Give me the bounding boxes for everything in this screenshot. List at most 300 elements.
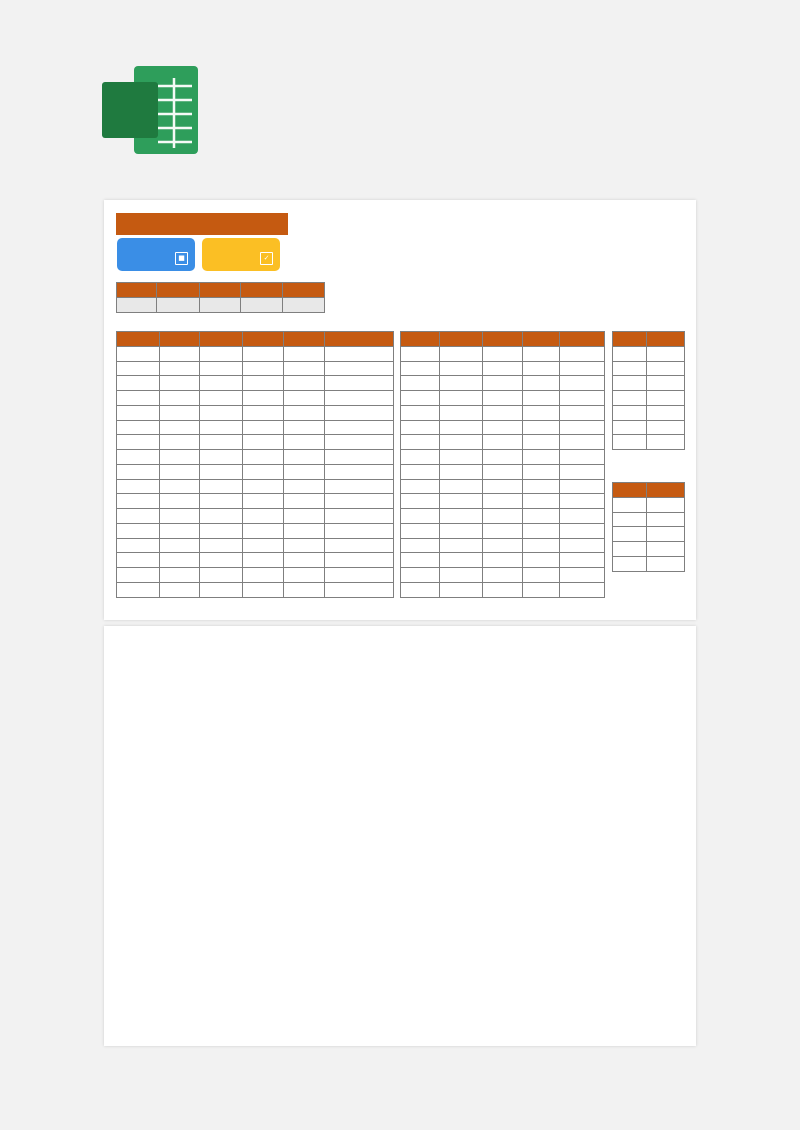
table-cell[interactable] (483, 450, 523, 465)
table-cell[interactable] (117, 376, 160, 391)
empty-row[interactable] (401, 568, 605, 583)
empty-cell[interactable] (523, 582, 560, 597)
table-cell[interactable] (325, 435, 394, 450)
table-row[interactable] (613, 405, 685, 420)
table-cell[interactable] (647, 556, 685, 571)
table-cell[interactable] (160, 568, 200, 583)
table-cell[interactable] (325, 523, 394, 538)
table-row[interactable] (117, 420, 394, 435)
empty-cell[interactable] (440, 582, 483, 597)
empty-cell[interactable] (440, 568, 483, 583)
header-row (117, 332, 394, 347)
table-row[interactable] (117, 405, 394, 420)
registration-table (400, 331, 605, 598)
course-enrollment-chart (474, 246, 604, 318)
table-cell[interactable] (560, 420, 605, 435)
table-cell[interactable] (401, 464, 440, 479)
table-cell[interactable] (613, 405, 647, 420)
table-cell[interactable] (117, 523, 160, 538)
payment-amount-card (202, 238, 280, 271)
table-row[interactable] (613, 420, 685, 435)
table-cell[interactable] (401, 405, 440, 420)
table-cell[interactable] (613, 512, 647, 527)
empty-cell[interactable] (560, 509, 605, 524)
table-cell[interactable] (243, 464, 284, 479)
table-row[interactable] (117, 582, 394, 597)
table-cell[interactable] (647, 361, 685, 376)
empty-cell[interactable] (401, 494, 440, 509)
table-cell[interactable] (160, 523, 200, 538)
table-cell[interactable] (284, 464, 325, 479)
table-cell[interactable] (243, 450, 284, 465)
table-row[interactable] (401, 435, 605, 450)
table-cell[interactable] (160, 450, 200, 465)
table-cell[interactable] (523, 361, 560, 376)
table-cell[interactable] (560, 391, 605, 406)
table-cell[interactable] (523, 391, 560, 406)
table-row[interactable] (117, 568, 394, 583)
table-cell[interactable] (200, 464, 243, 479)
column-header (560, 332, 605, 347)
empty-cell[interactable] (483, 538, 523, 553)
table-cell[interactable] (200, 450, 243, 465)
table-cell[interactable] (117, 464, 160, 479)
table-cell[interactable] (325, 391, 394, 406)
table-cell[interactable] (647, 512, 685, 527)
summary-header (117, 283, 157, 298)
summary-header (200, 283, 241, 298)
table-row[interactable] (401, 405, 605, 420)
table-cell[interactable] (483, 376, 523, 391)
table-cell[interactable] (117, 405, 160, 420)
empty-cell[interactable] (560, 523, 605, 538)
table-row[interactable] (401, 361, 605, 376)
table-cell[interactable] (613, 361, 647, 376)
column-header (613, 332, 647, 347)
column-header (117, 332, 160, 347)
table-cell[interactable] (243, 494, 284, 509)
empty-cell[interactable] (483, 582, 523, 597)
table-cell[interactable] (440, 464, 483, 479)
table-cell[interactable] (284, 568, 325, 583)
table-cell[interactable] (647, 497, 685, 512)
column-header (483, 332, 523, 347)
table-cell[interactable] (613, 346, 647, 361)
table-row[interactable] (401, 450, 605, 465)
table-cell[interactable] (284, 479, 325, 494)
table-row[interactable] (613, 376, 685, 391)
table-cell[interactable] (200, 435, 243, 450)
table-cell[interactable] (284, 494, 325, 509)
table-cell[interactable] (647, 346, 685, 361)
table-cell[interactable] (560, 346, 605, 361)
table-cell[interactable] (613, 556, 647, 571)
table-cell[interactable] (560, 464, 605, 479)
table-row[interactable] (613, 435, 685, 450)
table-cell[interactable] (284, 361, 325, 376)
table-cell[interactable] (284, 420, 325, 435)
table-cell[interactable] (440, 391, 483, 406)
table-cell[interactable] (284, 553, 325, 568)
table-row[interactable] (401, 346, 605, 361)
table-cell[interactable] (325, 568, 394, 583)
table-cell[interactable] (401, 376, 440, 391)
table-cell[interactable] (325, 376, 394, 391)
table-cell[interactable] (117, 346, 160, 361)
table-row[interactable] (401, 420, 605, 435)
table-cell[interactable] (200, 479, 243, 494)
table-row[interactable] (117, 361, 394, 376)
table-cell[interactable] (325, 464, 394, 479)
empty-cell[interactable] (523, 509, 560, 524)
table-cell[interactable] (523, 376, 560, 391)
table-cell[interactable] (523, 464, 560, 479)
table-cell[interactable] (401, 479, 440, 494)
summary-header (157, 283, 200, 298)
empty-row[interactable] (401, 538, 605, 553)
table-cell[interactable] (117, 538, 160, 553)
table-cell[interactable] (160, 391, 200, 406)
empty-row[interactable] (401, 509, 605, 524)
table-row[interactable] (613, 361, 685, 376)
table-cell[interactable] (243, 346, 284, 361)
table-cell[interactable] (160, 435, 200, 450)
table-cell[interactable] (284, 391, 325, 406)
table-cell[interactable] (160, 509, 200, 524)
table-cell[interactable] (483, 346, 523, 361)
table-cell[interactable] (647, 405, 685, 420)
table-cell[interactable] (117, 582, 160, 597)
empty-cell[interactable] (483, 523, 523, 538)
table-row[interactable] (117, 494, 394, 509)
table-cell[interactable] (243, 435, 284, 450)
table-cell[interactable] (284, 450, 325, 465)
table-cell[interactable] (117, 420, 160, 435)
table-row[interactable] (613, 346, 685, 361)
column-header (243, 332, 284, 347)
table-cell[interactable] (200, 405, 243, 420)
table-cell[interactable] (647, 542, 685, 557)
table-row[interactable] (613, 512, 685, 527)
custom-course-table (612, 482, 685, 572)
table-cell[interactable] (523, 346, 560, 361)
table-cell[interactable] (160, 405, 200, 420)
table-cell[interactable] (523, 435, 560, 450)
table-cell[interactable] (401, 420, 440, 435)
table-row[interactable] (401, 479, 605, 494)
table-cell[interactable] (243, 509, 284, 524)
table-row[interactable] (117, 553, 394, 568)
table-cell[interactable] (523, 405, 560, 420)
summary-cell[interactable] (200, 297, 241, 312)
table-row[interactable] (117, 376, 394, 391)
table-cell[interactable] (325, 420, 394, 435)
table-cell[interactable] (160, 479, 200, 494)
table-cell[interactable] (200, 391, 243, 406)
table-cell[interactable] (440, 479, 483, 494)
table-cell[interactable] (117, 568, 160, 583)
empty-row[interactable] (401, 582, 605, 597)
table-cell[interactable] (560, 450, 605, 465)
table-cell[interactable] (117, 479, 160, 494)
empty-cell[interactable] (440, 538, 483, 553)
table-cell[interactable] (523, 479, 560, 494)
column-header (325, 332, 394, 347)
table-cell[interactable] (284, 376, 325, 391)
table-cell[interactable] (647, 376, 685, 391)
table-row[interactable] (613, 542, 685, 557)
table-cell[interactable] (325, 538, 394, 553)
table-cell[interactable] (560, 479, 605, 494)
empty-cell[interactable] (440, 494, 483, 509)
table-cell[interactable] (160, 346, 200, 361)
table-cell[interactable] (160, 553, 200, 568)
hero-banner (0, 0, 800, 190)
empty-cell[interactable] (440, 509, 483, 524)
empty-row[interactable] (401, 494, 605, 509)
table-cell[interactable] (243, 523, 284, 538)
table-cell[interactable] (560, 376, 605, 391)
table-cell[interactable] (243, 361, 284, 376)
empty-row[interactable] (401, 523, 605, 538)
table-cell[interactable] (401, 346, 440, 361)
table-row[interactable] (117, 523, 394, 538)
table-row[interactable] (117, 435, 394, 450)
table-cell[interactable] (200, 361, 243, 376)
table-cell[interactable] (160, 361, 200, 376)
table-cell[interactable] (325, 346, 394, 361)
table-cell[interactable] (200, 538, 243, 553)
table-cell[interactable] (117, 494, 160, 509)
column-header (523, 332, 560, 347)
table-cell[interactable] (160, 376, 200, 391)
table-cell[interactable] (440, 376, 483, 391)
table-cell[interactable] (483, 479, 523, 494)
table-cell[interactable] (647, 420, 685, 435)
empty-cell[interactable] (401, 568, 440, 583)
table-row[interactable] (401, 464, 605, 479)
table-cell[interactable] (160, 464, 200, 479)
table-cell[interactable] (243, 553, 284, 568)
current-date (488, 219, 492, 227)
table-cell[interactable] (647, 527, 685, 542)
table-cell[interactable] (325, 494, 394, 509)
table-cell[interactable] (284, 435, 325, 450)
table-cell[interactable] (200, 346, 243, 361)
table-cell[interactable] (613, 376, 647, 391)
table-cell[interactable] (160, 538, 200, 553)
empty-cell[interactable] (523, 494, 560, 509)
table-row[interactable] (117, 346, 394, 361)
table-cell[interactable] (560, 405, 605, 420)
table-cell[interactable] (160, 420, 200, 435)
table-cell[interactable] (325, 450, 394, 465)
table-cell[interactable] (325, 509, 394, 524)
table-cell[interactable] (483, 391, 523, 406)
table-cell[interactable] (200, 523, 243, 538)
table-cell[interactable] (243, 568, 284, 583)
sheet-preview-1 (104, 200, 696, 620)
summary-header (241, 283, 283, 298)
people-icon: ■ (175, 252, 188, 265)
table-row[interactable] (117, 450, 394, 465)
table-cell[interactable] (200, 509, 243, 524)
table-cell[interactable] (613, 542, 647, 557)
empty-cell[interactable] (440, 523, 483, 538)
table-cell[interactable] (243, 420, 284, 435)
table-cell[interactable] (243, 376, 284, 391)
table-cell[interactable] (401, 435, 440, 450)
table-cell[interactable] (325, 479, 394, 494)
empty-cell[interactable] (523, 568, 560, 583)
empty-cell[interactable] (401, 523, 440, 538)
empty-cell[interactable] (523, 553, 560, 568)
check-icon: ✓ (260, 252, 273, 265)
empty-cell[interactable] (523, 523, 560, 538)
table-row[interactable] (117, 509, 394, 524)
table-cell[interactable] (440, 450, 483, 465)
table-cell[interactable] (160, 582, 200, 597)
empty-cell[interactable] (560, 553, 605, 568)
table-cell[interactable] (483, 435, 523, 450)
table-cell[interactable] (401, 391, 440, 406)
table-cell[interactable] (243, 538, 284, 553)
table-cell[interactable] (325, 361, 394, 376)
table-cell[interactable] (401, 361, 440, 376)
table-cell[interactable] (440, 346, 483, 361)
empty-row[interactable] (401, 553, 605, 568)
table-cell[interactable] (483, 464, 523, 479)
summary-cell[interactable] (283, 297, 325, 312)
enrollment-count-card (117, 238, 195, 271)
table-cell[interactable] (243, 479, 284, 494)
table-cell[interactable] (440, 361, 483, 376)
table-cell[interactable] (117, 553, 160, 568)
empty-cell[interactable] (401, 509, 440, 524)
table-cell[interactable] (325, 405, 394, 420)
empty-cell[interactable] (483, 494, 523, 509)
table-cell[interactable] (613, 497, 647, 512)
table-cell[interactable] (200, 420, 243, 435)
table-cell[interactable] (117, 391, 160, 406)
column-header (401, 332, 440, 347)
table-cell[interactable] (647, 391, 685, 406)
summary-cell[interactable] (157, 297, 200, 312)
table-row[interactable] (613, 497, 685, 512)
weekly-table (612, 331, 685, 450)
column-header (284, 332, 325, 347)
table-cell[interactable] (200, 568, 243, 583)
table-cell[interactable] (440, 405, 483, 420)
summary-row[interactable] (117, 297, 325, 312)
table-cell[interactable] (117, 450, 160, 465)
table-cell[interactable] (200, 582, 243, 597)
table-cell[interactable] (117, 509, 160, 524)
table-cell[interactable] (613, 527, 647, 542)
weekly-attendance-chart (329, 236, 479, 320)
table-cell[interactable] (284, 523, 325, 538)
table-cell[interactable] (613, 391, 647, 406)
empty-cell[interactable] (401, 538, 440, 553)
empty-cell[interactable] (560, 538, 605, 553)
table-row[interactable] (613, 527, 685, 542)
table-cell[interactable] (284, 538, 325, 553)
header-row (401, 332, 605, 347)
table-row[interactable] (117, 479, 394, 494)
table-cell[interactable] (200, 494, 243, 509)
table-cell[interactable] (483, 361, 523, 376)
column-header (160, 332, 200, 347)
table-cell[interactable] (200, 376, 243, 391)
table-cell[interactable] (284, 582, 325, 597)
empty-cell[interactable] (483, 568, 523, 583)
table-row[interactable] (117, 464, 394, 479)
table-cell[interactable] (523, 450, 560, 465)
table-row[interactable] (401, 376, 605, 391)
table-cell[interactable] (647, 435, 685, 450)
table-cell[interactable] (325, 553, 394, 568)
table-cell[interactable] (401, 450, 440, 465)
table-row[interactable] (117, 391, 394, 406)
empty-cell[interactable] (560, 582, 605, 597)
table-row[interactable] (401, 391, 605, 406)
sheet-title (116, 213, 288, 235)
table-cell[interactable] (483, 420, 523, 435)
empty-cell[interactable] (401, 582, 440, 597)
empty-cell[interactable] (560, 494, 605, 509)
table-cell[interactable] (440, 420, 483, 435)
empty-cell[interactable] (483, 553, 523, 568)
table-cell[interactable] (200, 553, 243, 568)
table-cell[interactable] (613, 420, 647, 435)
table-cell[interactable] (243, 405, 284, 420)
table-cell[interactable] (284, 509, 325, 524)
table-cell[interactable] (117, 435, 160, 450)
table-cell[interactable] (613, 435, 647, 450)
empty-cell[interactable] (560, 568, 605, 583)
table-cell[interactable] (284, 346, 325, 361)
column-header (647, 332, 685, 347)
table-row[interactable] (613, 391, 685, 406)
empty-cell[interactable] (401, 553, 440, 568)
table-cell[interactable] (440, 435, 483, 450)
table-cell[interactable] (284, 405, 325, 420)
table-row[interactable] (117, 538, 394, 553)
column-header (647, 483, 685, 498)
summary-cell[interactable] (117, 297, 157, 312)
empty-cell[interactable] (483, 509, 523, 524)
empty-cell[interactable] (523, 538, 560, 553)
excel-logo-icon (100, 62, 200, 158)
summary-cell[interactable] (241, 297, 283, 312)
table-cell[interactable] (243, 582, 284, 597)
header-row (613, 483, 685, 498)
column-header (613, 483, 647, 498)
table-cell[interactable] (560, 435, 605, 450)
table-cell[interactable] (523, 420, 560, 435)
table-cell[interactable] (483, 405, 523, 420)
column-header (200, 332, 243, 347)
attendance-table (116, 331, 394, 598)
table-cell[interactable] (325, 582, 394, 597)
empty-cell[interactable] (440, 553, 483, 568)
header-row (613, 332, 685, 347)
table-cell[interactable] (160, 494, 200, 509)
table-cell[interactable] (117, 361, 160, 376)
table-cell[interactable] (243, 391, 284, 406)
table-row[interactable] (613, 556, 685, 571)
table-cell[interactable] (560, 361, 605, 376)
